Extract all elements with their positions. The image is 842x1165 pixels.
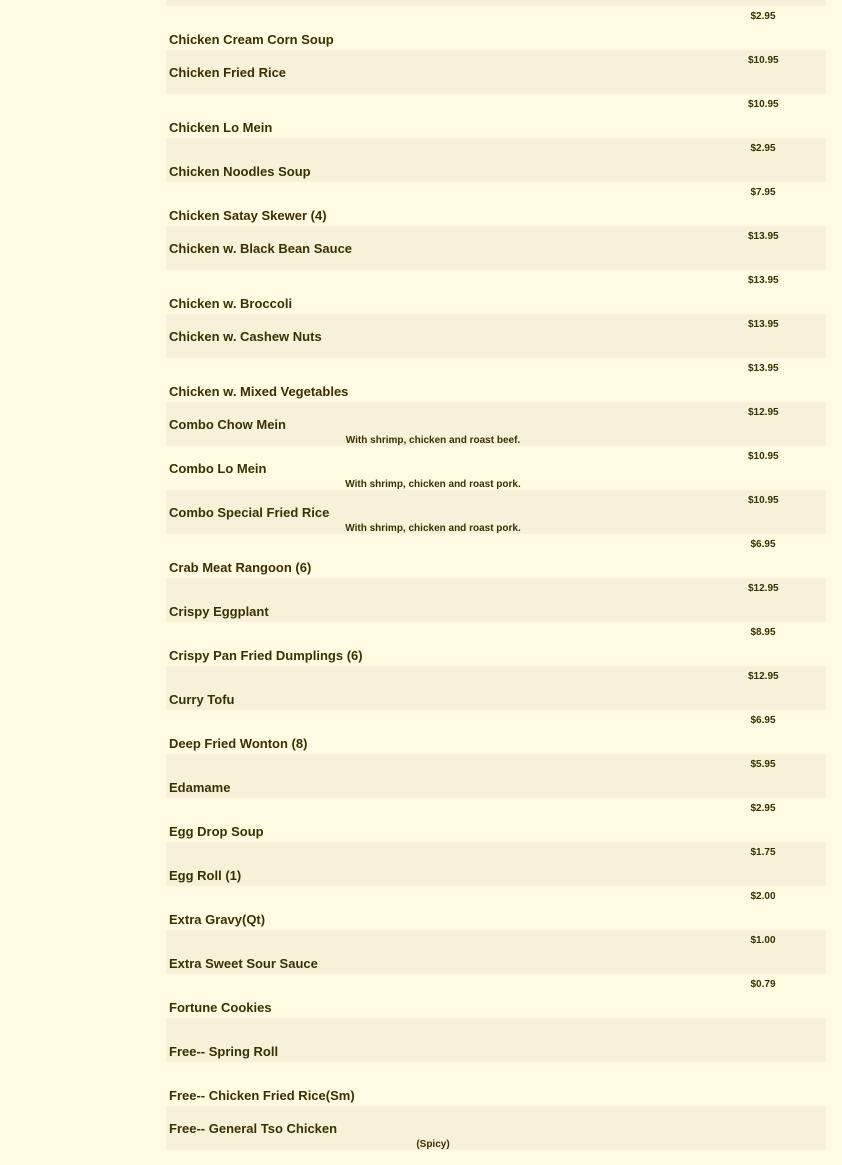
menu-item-price: $6.95 [750, 715, 776, 726]
menu-item-row[interactable] [166, 1106, 826, 1150]
menu-item-name[interactable]: Crispy Pan Fried Dumplings (6) [169, 648, 363, 663]
menu-item-row[interactable] [166, 226, 826, 270]
menu-item-name[interactable]: Chicken w. Black Bean Sauce [169, 241, 353, 256]
menu-item-name[interactable]: Edamame [169, 780, 231, 795]
menu-item-name[interactable]: Extra Gravy(Qt) [169, 912, 266, 927]
menu-item-name[interactable]: Fortune Cookies [169, 1000, 272, 1015]
menu-item-price: $13.95 [748, 319, 779, 330]
menu-item-price: $7.95 [750, 187, 776, 198]
menu-item-name[interactable]: Combo Lo Mein [169, 461, 267, 476]
menu-item-description: (Spicy) [416, 1139, 450, 1150]
menu-item-price: $13.95 [748, 363, 779, 374]
menu-item-row[interactable] [166, 402, 826, 446]
menu-item-price: $10.95 [748, 99, 779, 110]
menu-item-name[interactable]: Chicken Cream Corn Soup [169, 32, 334, 47]
menu-item-row[interactable] [166, 314, 826, 358]
menu-item-price: $12.95 [748, 407, 779, 418]
menu-item-name[interactable]: Free-- Spring Roll [169, 1044, 279, 1059]
menu-item-name[interactable]: Crispy Eggplant [169, 604, 269, 619]
menu-item-row[interactable] [166, 1018, 826, 1062]
menu-item-row[interactable] [166, 710, 826, 754]
menu-item-row[interactable] [166, 182, 826, 226]
menu-item-name[interactable]: Chicken Noodles Soup [169, 164, 311, 179]
menu-item-description: With shrimp, chicken and roast pork. [345, 523, 521, 534]
menu-item-price: $2.95 [750, 11, 776, 22]
menu-item-row[interactable] [166, 490, 826, 534]
menu-item-row[interactable] [166, 1062, 826, 1106]
menu-item-row[interactable] [166, 974, 826, 1018]
menu-item-price: $1.00 [750, 935, 776, 946]
menu-item-row[interactable] [166, 94, 826, 138]
menu-item-price: $12.95 [748, 583, 779, 594]
menu-item-name[interactable]: Deep Fried Wonton (8) [169, 736, 308, 751]
menu-item-price: $13.95 [748, 231, 779, 242]
menu-item-row[interactable] [166, 754, 826, 798]
menu-item-name[interactable]: Crab Meat Rangoon (6) [169, 560, 312, 575]
menu-item-name[interactable]: Egg Roll (1) [169, 868, 242, 883]
menu-item-name[interactable]: Free-- Chicken Fried Rice(Sm) [169, 1088, 355, 1103]
menu-item-price: $5.95 [750, 759, 776, 770]
menu-item-row[interactable] [166, 930, 826, 974]
menu-item-row[interactable] [166, 138, 826, 182]
menu-item-name[interactable]: Chicken w. Mixed Vegetables [169, 384, 349, 399]
menu-item-price: $10.95 [748, 451, 779, 462]
menu-item-row[interactable] [166, 622, 826, 666]
menu-item-row[interactable] [166, 798, 826, 842]
menu-item-name[interactable]: Combo Special Fried Rice [169, 505, 330, 520]
menu-item-row[interactable] [166, 50, 826, 94]
menu-item-price: $2.95 [750, 143, 776, 154]
menu-item-name[interactable]: Free-- General Tso Chicken [169, 1121, 338, 1136]
menu-item-name[interactable]: Chicken Fried Rice [169, 65, 287, 80]
menu-item-price: $1.75 [750, 847, 776, 858]
menu-item-description: With shrimp, chicken and roast pork. [345, 479, 521, 490]
menu-item-row[interactable] [166, 358, 826, 402]
menu-item-price: $10.95 [748, 55, 779, 66]
menu-item-price: $10.95 [748, 495, 779, 506]
menu-item-row[interactable] [166, 666, 826, 710]
menu-item-price: $2.95 [750, 803, 776, 814]
menu-list [166, 0, 826, 1150]
menu-item-name[interactable]: Chicken w. Broccoli [169, 296, 293, 311]
menu-item-price: $8.95 [750, 627, 776, 638]
menu-item-row[interactable] [166, 842, 826, 886]
menu-item-name[interactable]: Chicken w. Cashew Nuts [169, 329, 322, 344]
menu-item-row[interactable] [166, 578, 826, 622]
menu-item-name[interactable]: Egg Drop Soup [169, 824, 264, 839]
menu-item-description: With shrimp, chicken and roast beef. [345, 435, 521, 446]
menu-item-name[interactable]: Combo Chow Mein [169, 417, 286, 432]
menu-item-row[interactable] [166, 270, 826, 314]
menu-item-price: $0.79 [750, 979, 776, 990]
menu-item-price: $2.00 [750, 891, 776, 902]
menu-item-row[interactable] [166, 534, 826, 578]
menu-item-name[interactable]: Chicken Satay Skewer (4) [169, 208, 327, 223]
menu-item-price: $6.95 [750, 539, 776, 550]
menu-item-name[interactable]: Curry Tofu [169, 692, 235, 707]
menu-item-row[interactable] [166, 6, 826, 50]
menu-item-row[interactable] [166, 446, 826, 490]
menu-item-price: $13.95 [748, 275, 779, 286]
menu-item-row[interactable] [166, 886, 826, 930]
menu-item-price: $12.95 [748, 671, 779, 682]
menu-item-name[interactable]: Extra Sweet Sour Sauce [169, 956, 318, 971]
menu-item-name[interactable]: Chicken Lo Mein [169, 120, 273, 135]
